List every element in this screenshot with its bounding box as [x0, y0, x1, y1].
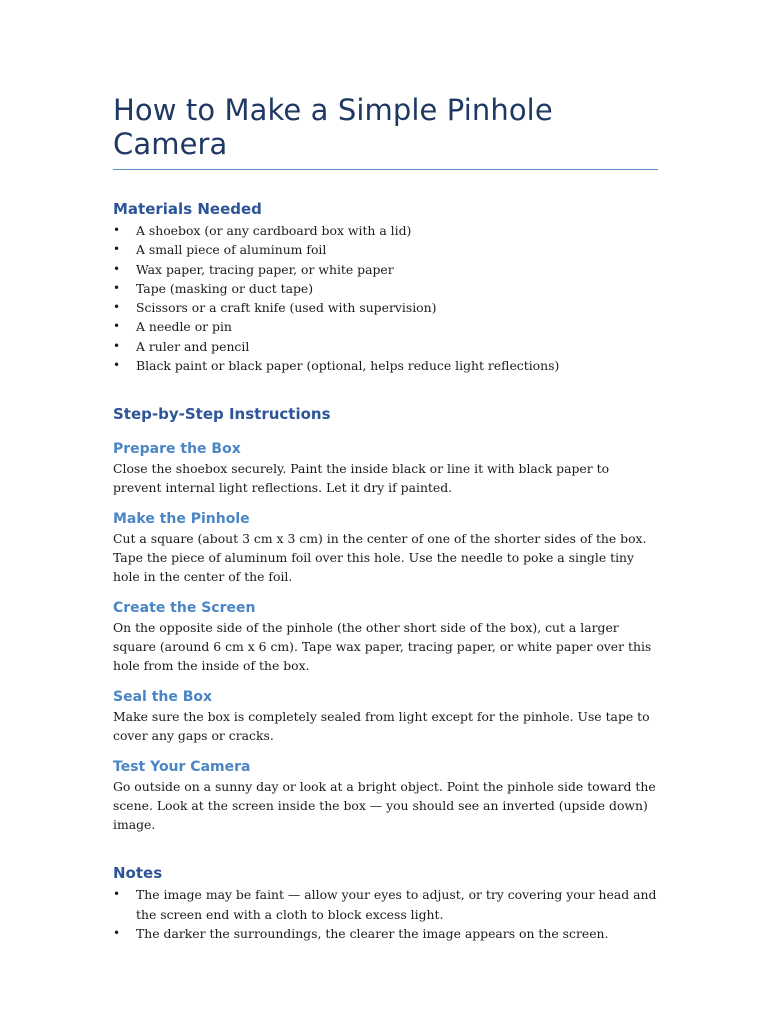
step-text-make-pinhole: Cut a square (about 3 cm x 3 cm) in the center of one of the shorter sides of the box. Tape the piece of aluminum foil over this hole. Use the needle to poke a single tiny hole in the center of the foil. [113, 531, 647, 585]
list-item-text: Scissors or a craft knife (used with supervision) [136, 300, 437, 316]
bullet-icon: • [113, 338, 121, 353]
step-heading-prepare-box: Prepare the Box [113, 441, 241, 458]
step-text-create-screen: On the opposite side of the pinhole (the other short side of the box), cut a larger square (around 6 cm x 6 cm). Tape wax paper, tracing paper, or white paper over this hole from the inside of the box. [113, 620, 652, 674]
list-item [113, 885, 658, 924]
list-item-text: A shoebox (or any cardboard box with a lid) [136, 223, 412, 238]
notes-list [113, 885, 658, 943]
list-item [113, 221, 658, 240]
step-text-prepare-box: Close the shoebox securely. Paint the inside black or line it with black paper to prevent internal light reflections. Let it dry if painted. [113, 461, 610, 496]
bullet-icon: • [113, 242, 121, 257]
step-text-test-camera: Go outside on a sunny day or look at a bright object. Point the pinhole side toward the scene. Look at the screen inside the box — you should see an inverted (upside down) image. [113, 779, 656, 833]
list-item [113, 337, 658, 356]
instructions-heading: Step-by-Step Instructions [113, 405, 331, 424]
list-item-text: Wax paper, tracing paper, or white paper [136, 261, 394, 277]
step-text-seal-box: Make sure the box is completely sealed from light except for the pinhole. Use tape to cover any gaps or cracks. [113, 709, 650, 744]
bullet-icon: • [113, 261, 121, 276]
bullet-icon: • [113, 280, 121, 295]
list-item-text: The image may be faint — allow your eyes to adjust, or try covering your head and the screen end with a cloth to block excess light. [136, 887, 657, 922]
step-heading-test-camera: Test Your Camera [113, 759, 251, 776]
bullet-icon: • [113, 887, 121, 902]
bullet-icon: • [113, 925, 121, 940]
list-item-text: A ruler and pencil [136, 338, 250, 354]
bullet-icon: • [113, 358, 121, 373]
document-body [113, 93, 658, 943]
bullet-icon: • [113, 319, 121, 334]
bullet-icon: • [113, 223, 121, 237]
list-item-text: Tape (masking or duct tape) [136, 280, 314, 296]
list-item-text: Black paint or black paper (optional, helps reduce light reflections) [136, 358, 560, 374]
list-item [113, 356, 658, 375]
step-heading-create-screen: Create the Screen [113, 600, 256, 617]
list-item-text: A needle or pin [136, 319, 232, 335]
list-item [113, 317, 658, 336]
notes-heading: Notes [113, 864, 163, 883]
materials-heading: Materials Needed [113, 200, 262, 218]
document-title: How to Make a Simple Pinhole Camera [113, 93, 658, 170]
list-item [113, 279, 658, 298]
list-item-text: A small piece of aluminum foil [136, 242, 327, 258]
list-item-text: The darker the surroundings, the clearer the image appears on the screen. [136, 925, 609, 941]
list-item [113, 240, 658, 259]
list-item [113, 260, 658, 279]
step-heading-make-pinhole: Make the Pinhole [113, 511, 250, 528]
bullet-icon: • [113, 300, 121, 315]
list-item [113, 298, 658, 317]
materials-list [113, 221, 658, 375]
list-item [113, 924, 658, 943]
step-heading-seal-box: Seal the Box [113, 689, 213, 706]
